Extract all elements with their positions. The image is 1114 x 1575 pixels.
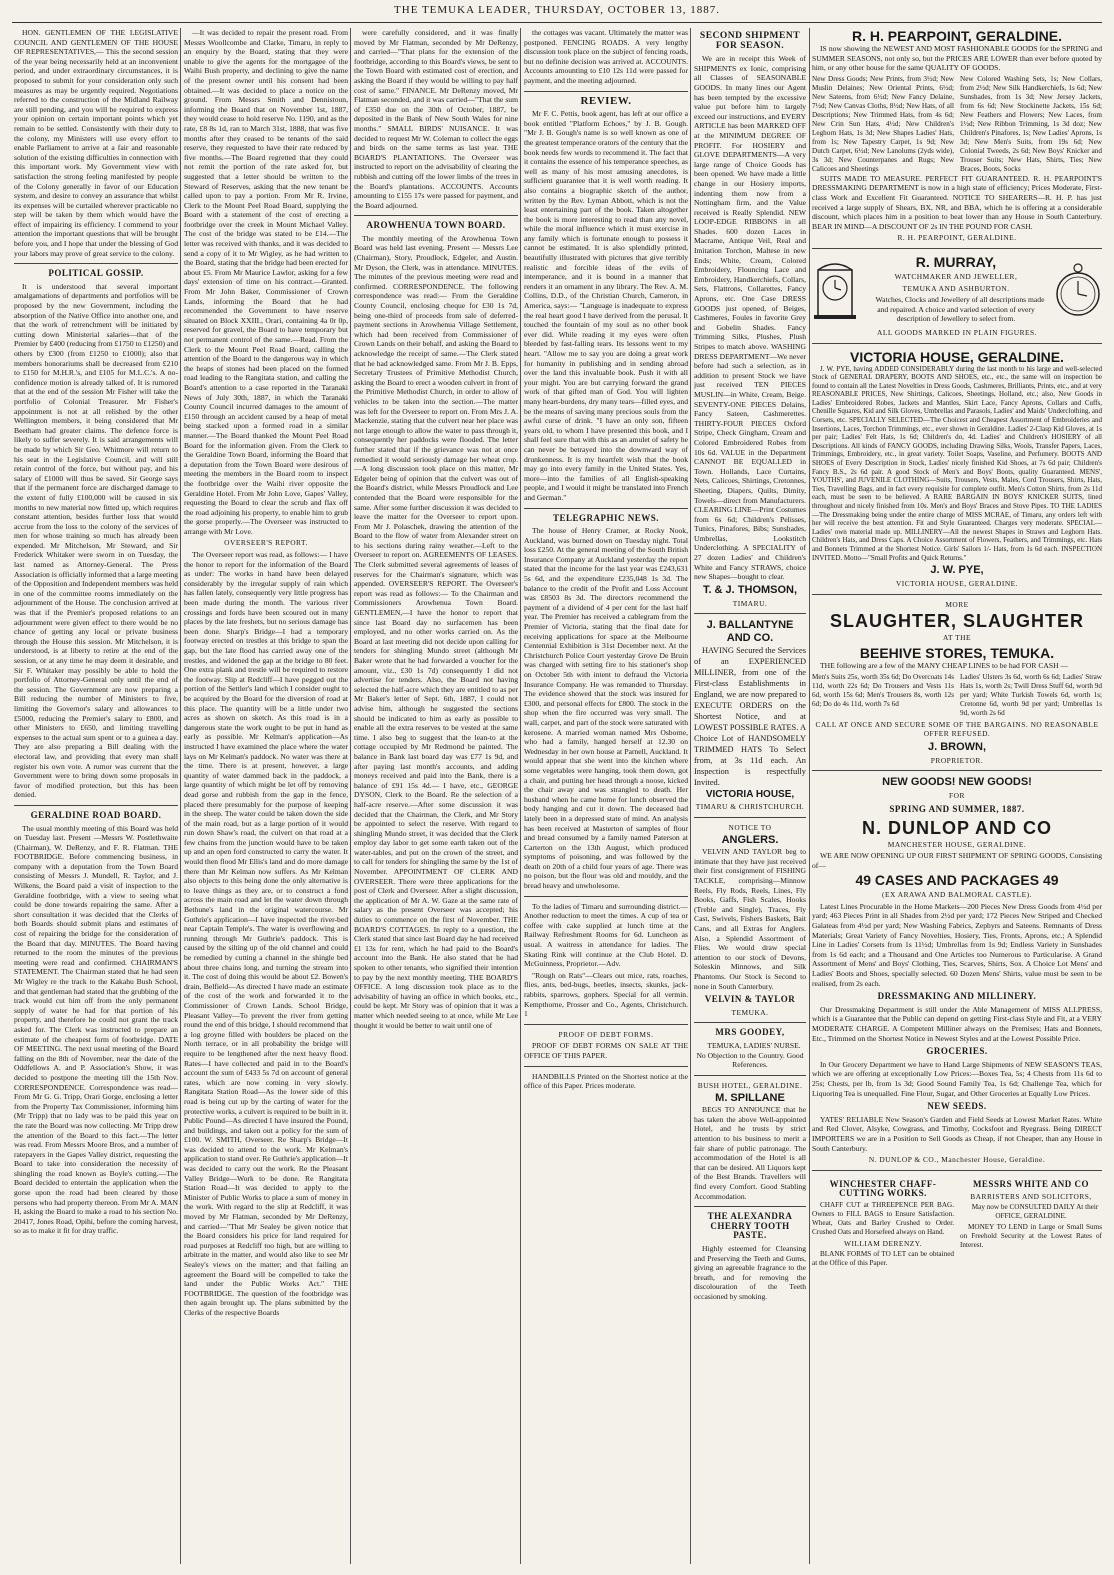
governor-speech-text: HON. GENTLEMEN OF THE LEGISLATIVE COUNCIL AND GENTLEMEN OF THE HOUSE OF REPRESENTATIVES,— This the second session of the year being necessarily held at an inconvenient period, and under extraordinary circumstances, it is proposed to submit for your consideration only such measures as may be urgently required. Negotiations referred to the construction of the Midland Railway are still pending, and you will be required to express your opinion on certain important points which yet remain to be settled. Consistently with their duty to the colony, my Ministers will use every effort to enable Parliament to arrive at a fair and reasonable solution of the existing difficulties in connection with this important work. My Government view with satisfaction the strong feeling manifested by people of the Colony generally in favor of our Education system, and desire to convey an assurance that whilst its expenses will be curtailed wherever practicable no step will be taken by them which would have the effect of impairing its efficiency. I commend to your attention the important questions that will be brought before you, and I hope that under the blessing of God your labors may prove of great service to the colony. — [14, 28, 178, 258]
money-to-lend-text: MONEY TO LEND in Large or Small Sums on Freehold Security at the Lowest Rates of Interest. — [960, 1222, 1102, 1249]
divider — [812, 248, 1102, 249]
column-4 — [524, 28, 688, 1564]
second-shipment-heading: SECOND SHIPMENT FOR SEASON. — [699, 31, 801, 51]
murray-place: TEMUKA AND ASHBURTON. — [902, 283, 1010, 293]
beehive-list-right: Ladies' Ulsters 3s 6d, worth 6s 6d; Ladies' Straw Hats 1s, worth 2s; Twill Dress Stuff 6d, worth 9d per yard; White Turkish Towels 6d, worth 1s; Cretonne 6d, worth 9d per yard; Umbrellas 1s 9d, worth 2s 6d — [960, 672, 1102, 717]
groceries-heading: GROCERIES. — [926, 1046, 988, 1057]
divider — [354, 215, 518, 216]
blank-forms-text: BLANK FORMS of TO LET can be obtained at the Office of this Paper. — [812, 1249, 954, 1267]
white-and-co-ad — [960, 1176, 1102, 1270]
brown-signature: J. BROWN, — [927, 740, 987, 753]
arowhenua-town-board-heading: AROWHENUA TOWN BOARD. — [366, 220, 506, 231]
victoria-house-place: TIMARU & CHRISTCHURCH. — [695, 802, 805, 812]
divider — [812, 1170, 1102, 1171]
telegraphic-news-heading: TELEGRAPHIC NEWS. — [552, 512, 660, 523]
anglers-text: VELVIN AND TAYLOR beg to intimate that they have just received their first consignment of FISHING TACKLE, comprising—Minnow Reels, Fly Rods, Reels, Lines, Fly Books, Gaffs, Fish Scales, Hooks (Treble and Single), Traces, Fly Cast, Swivels, Fishers Baskets, Bait Cans, and all Extras for Anglers. Also, a Splendid Assortment of Flies. We would draw special attention to our stock of Devons, Soleskin Minnows, and Silk Phantoms. Our Stock is Second to none in South Canterbury. — [694, 847, 806, 991]
victoria-house-heading: VICTORIA HOUSE, GERALDINE. — [850, 348, 1064, 365]
velvin-taylor-firm: VELVIN & TAYLOR — [704, 994, 796, 1005]
beehive-price-lists — [812, 673, 1102, 718]
velvin-taylor-place: TEMUKA. — [731, 1007, 769, 1017]
cases-packages-heading: 49 CASES AND PACKAGES 49 — [855, 872, 1059, 889]
pearpoint-price-lists — [812, 75, 1102, 174]
column-divider — [690, 28, 691, 1564]
overseers-report-text: The Overseer report was read, as follows:— I have the honor to report for the information of the Board as under: The works in hand have been delayed considerably by the irregular supply of rain which has fallen lately, consequently very little progress has been made during the month. The various river crossings and fords have been scoured out in many places by the late freshets, but no serious damage has been done. Sharp's Bridge—I had a temporary footway erected on trestles at this bridge to span the gap, but the late flood has carried away one of the trestles, and widened the gap at the bridge to 80 feet. One extra plank and trestle will be required to restore the footway. Slip at Redcliff—I have pegged out the portion of the Settler's land which I consider ought to be acquired by the Board for the diversion of road at this place. The quantity will be a little under two acres as shown on sketch. As this road is in a dangerous state the work ought to be put in hand as early as possible. Mr Kelman's application—As instructed I have examined the place where the water lays on Mr Kelman's paddock. No water was there at the time. There is at present, however, a large quantity of water dammed back in the paddock, a large quantity of which might be let off by removing dead gorse and rubbish from the gap in the fence, placed there presumably for the purpose of keeping in the sheep. The water could be taken down the side of the main road, but as a large portion of it would run down Shaw's road, the culvert on that road at a few chains from the junction would have to be taken up and an open ford constructed to carry the water. It would then flood Mr Ellis's land and do more damage there than Mr Kelman now suffers. As Mr Kelman also objects to this being done the only alternative is to leave things as they are, or to construct a fond across the main road and let the water down through Bethune's land in the original watercourse. Mr Guthrie's application—I have inspected the river-bed near Captain Temple's. The water is overflowing and running through Mr Guthrie's paddock. This is caused by the silting up of the old channel and could be remedied by cutting a channel in the shingle bed about three chains long, and turning the stream into it. The cost of doing this would be about £2. Bowen's drain, Belfield—As directed I have made an estimate of the cost of the work and forwarded it to the Commissioner of Crown Lands. School Bridge, Pleasant Valley—To prevent the river from getting round the end of this bridge, I should recommend that a log groyne filled with boulders be placed on the North terrace, or in all probability the bridge will require to be lengthened after the next heavy flood. Rates—I have collected and paid in to the Board's account the sum of £433 5s 7d on account of general rates, which are now coming in very slowly. Rangitata Station Road—As the lower side of this road is being cut up by the carting of water for the protective works, a culvert is required to be built in it. Public Pound—As directed I have insured the Pound, and buildings, and taken out a policy for the sum of £100. W. SMITH, Overseer. Re Sharp's Bridge—It was decided to attend to the work. Mr Kelman's application to stand over. Re Guthrie's application—It was decided to carry out the work. Re the Pleasant Valley Bridge—Work to be done. Re Rangitata Station Road—It was decided to apply to the Minister of Public Works to place a sum of money in the work. With regard to the slip at Redcliff, it was moved by Mr Flatman, seconded by Mr DeRenzy, and carried—"That Mr Sealey be given notice that the Board considers his price for land required for road purposes at Redcliff too high, but are willing to arbitrate in the matter, and would also like to see Mr Sealey's views on the matter; and that failing an agreement the Board will be compelled to take the land under the Public Works Act." THE FOOTBRIDGE. The question of the footbridge was then again brought up. The plans submitted by the Clerks of the respective Boards — [184, 550, 348, 1317]
column-divider — [520, 28, 521, 1564]
ships-note: (EX ARAWA AND BALMORAL CASTLE). — [882, 890, 1032, 900]
pearpoint-list-right: New Colored Washing Sets, 1s; New Collars, from 2½d; New Silk Handkerchiefs, 1s 6d; New Sunshades, from 1s 3d; New Jersey Jackets, from 6s 6d; New Stockinette Jackets, 15s 6d; New Feathers and Flowers; New Laces, from 1½d; New Ribbon Trimming, 1s 3d doz; New Children's Pinafores, 1s; New Ladies' Aprons, 1s 3d; New Men's Suits, from 19s 6d; New Colonial Tweeds, 2s 6d; New Boys' Knicker and Trouser Suits; New Hats, Shirts, Ties; New Braces, Boots, Socks — [960, 74, 1102, 173]
murray-heading: R. MURRAY, — [915, 253, 997, 270]
pearpoint-heading: R. H. PEARPOINT, GERALDINE. — [851, 28, 1063, 44]
dressmaking-text: Our Dressmaking Department is still under the Able Management of MISS ALLPRESS, which is a Guarantee that the Public can depend on getting First-class Style and Fit, at a VERY MODERATE CHARGE. A Competent Milliner always on the Premises; Hats and Bonnets, Etc., Trimmed on the Shortest Notice in Newest Styles and at the Lowest Possible Price. — [812, 1004, 1102, 1043]
geraldine-road-board-heading: GERALDINE ROAD BOARD. — [30, 809, 162, 820]
divider — [812, 343, 1102, 344]
mrs-goodey-heading: MRS GOODEY, — [715, 1027, 785, 1038]
mantel-clock-icon — [812, 260, 858, 320]
road-board-continued-text: —It was decided to repair the present road. From Messrs Woollcombe and Clarke, Timaru, in reply to an enquiry by the Board, stating that they were unable to give the agents for the mortgagee of the Waihi Bush property, and declining to give the name of the present owner until his consent had been obtained.—It was decided to place a notice on the ground. From Messrs Smith and Dennistoun, informing the Board that on November 1st, 1887, they would cease to hold reserve No. 1190, and as the rate, £8 8s 1d, ran to March 31st, 1888, that was five months after they ceased to be tenants of the said reserve, they requested to have their rate reduced by five months.—The Board regretted that they could not remit the portion of the rate asked for, but suggested that a letter should be written to the Steward of Reserves, asking that the new tenant be called upon to pay a portion. From Mr R. Irvine, Clerk to the Mount Peel Road Board, supplying the Board with a statement of the cost of erecting a footbridge over the creek in Mount Michael Valley. The cost of the bridge was stated to be £14.—The letter was received with thanks, and it was decided to send a copy of it to Mr Wigley, as he had written to the Board, stating that the bridge had been erected for about £5. From Mr Maurice Lawlor, asking for a few days' extension of time on his contract.—Granted. From Mr John Baker, Commissioner of Crown Lands, informing the Board that he had recommended the Government to have reserve situated on Block XXIII., Orari, containing 4a 0r 0p, reserved for gravel, the Board to have temporary but not permanent control of the same.—Read. From the Clerk to the Mount Peel Road Board, calling the attention of the Board to the dangerous way in which the heaps of stones had been placed on the formed road leading to the Rangitata station, and calling the Board's attention to a case reported in the Taranaki News of July 30th, 1887, in which the Taranaki County Council incurred damages to the amount of £150 through an accident caused by a heap of metal being stacked upon a formed road in a similar manner.—The Board thanked the Mount Peel Road Board for the information given. From the Clerk to the Geraldine Town Board, informing the Board that a deputation from the Town Board were desirous of meeting the members in the Board room to inspect the footbridge over the Waihi river opposite the Geraldine Hotel. From Mr John Love, Gapes' Valley, requesting the Board to clear the scrub and flax off the road adjoining his property, to enable him to grub the gorse properly.—The Overseer was instructed to arrange with Mr Love. — [184, 28, 348, 536]
geraldine-road-board-text: The usual monthly meeting of this Board was held on Tuesday last. Present —Messrs W. Postlethwaite (Chairman), W. DeRenzy, and F. R. Flatman. THE FOOTBRIDGE. Before commencing business, in company with a deputation from the Town Board consisting of Messrs J. Mundell, R. Taylor, and J. Wilkens, the Board paid a visit of inspection to the Geraldine footbridge, with a view to seeing what could be done towards repairing the same. After a short consultation it was decided that the Clerks of both Boards should submit plans and estimates of cost of repairing the bridge for the consideration of the Board that day. MINUTES. The Board having returned to the room the minutes of the previous meeting were read and confirmed. CHAIRMAN'S STATEMENT. The Chairman stated that he had seen Mr Wigley re the track to the Kakahu Bush School, and that gentleman had stated that the grubbing of the track would cut him off from the only permanent supply of water he had for that portion of his property, and therefore he could not grant the track asked for. The Clerk was instructed to prepare an estimate of the cheapest form of footbridge. DATE OF MEETING. The next usual meeting of the Board falling on the 8th of November, near the date of the Oddfellows A. and P. Association's Show, it was decided to postpone the meeting till the 15th Nov. CORRESPONDENCE. Correspondence was read— From Mr G. G. Tripp, Orari Gorge, enclosing a letter from the Property Tax Commissioner, informing him (Mr Tripp) that no lady was to be paid this year on the rate the Board was now collecting. Mr Tripp drew the attention of the Board to this fact.—The letter was read. From Messrs Moore Bros, and a number of ratepayers in the Gapes Valley district, requesting the Board to take into consideration the necessity of shingling the road known as Boyle's cutting.—The Board decided to entertain the application when the gorse upon the road had been cleared by those persons who had property thereon. From Mr A. MAN H, asking the Board to make a road to his section No. 20417, Jones Road, Opihi, before the coming harvest, so as to make it fit for dray traffic. — [14, 823, 178, 1236]
manchester-house: MANCHESTER HOUSE, GERALDINE. — [887, 839, 1027, 849]
new-seeds-heading: NEW SEEDS. — [927, 1101, 987, 1112]
review-text: Mr F. C. Pettis, book agent, has left at our office a book entitled "Platform Echoes," by J. B. Gough. "Mr J. B. Gough's name is so well known as one of the greatest temperance orators of the century that the book needs few words to recommend it. The fact that it contains the essence of his temperance speeches, as well as many of his most amusing anecdotes, is sufficient guarantee that it is well worth reading. It also contains a biographic sketch of the author, written by the Rev. Lyman Abbott, which is not the least entertaining part of the book. Taken altogether the book is more interesting to read than any novel, while the moral influence which it must exercise in any family which is fortunate enough to possess it cannot be estimated. It is also splendidly printed, beautifully illustrated with pictures that give terribly realistic and forcible ideas of the evils of intemperance, and it is bound in a manner that renders it an ornament in any library. The Rev. A. M. Collins, D.D., of the Christian Church, Cameron, in America, says:— "Language is inadequate to express the real heart good I have derived from the perusal. It touched the fountain of my soul as no other book ever did. While reading it my eyes were often bleeded by fast-falling tears. Its lessons went to my heart. "Allow me to say you are doing a great work for humanity in publishing and in sending abroad over the land this invaluable book. Push it with all your might. You are but carrying forward the grand work of that gifted man of God. You will lighten many heart-burdens, dry many tears—filled eyes, and be the means of saving many precious souls from the awful curse of drink. "I have an only son, fifteen years old, to whom I have presented this book, and I shall feel sure that with this as an amulet of safety he can never be betrayed into the downward way of drunkenness. It is my heartfelt wish that the book may go into every family in the United States. Yes, more—into the families of all English-speaking people, and I would it might be translated into French and German." — [524, 109, 688, 502]
pearpoint-intro: IS now showing the NEWEST AND MOST FASHIONABLE GOODS for the SPRING and SUMMER SEASONS, not only so, but the PRICES ARE LOWER than ever before quoted by him, or any other house for the same QUALITY OF GOODS. — [812, 44, 1102, 73]
divider — [524, 1066, 688, 1067]
chaff-cutting-ad — [812, 1176, 954, 1270]
dunlop-signature: N. DUNLOP & CO., Manchester House, Geraldine. — [868, 1155, 1046, 1165]
tea-notice-ad: To the ladies of Timaru and surrounding district.—Another reduction to meet the times. A cup of tea or coffee with cake supplied at lunch time at the Railway Refreshment Rooms for 6d. Luncheon as usual. A waitress in attendance for ladies. The Skating Rink will continue at the Club Hotel. D. McGuinness, Proprietor.—Adv. — [524, 901, 688, 969]
political-gossip-text: It is understood that several important amalgamations of departments and portfolios will be proposed by the new Government, including the absorption of the Native Office into another one, and that the work of retrenchment will be initiated by cutting down Ministerial salaries—that of the Premier by £400 (reducing from £1750 to £1250) and others by £300 (from £1250 to £1000); also that members honorariums shall be decreased from £210 to £150 for M.H.R.'s, and £105 for M.L.C.'s. A no-confidence motion is already talked of. It is rumored that at the end of the session Mr Fisher will take the portfolio of Colonial Treasurer. Mr Fisher's appointment is not at all relished by the other Wellington members, it being considered that Mr Beetham had greater claims. The defence force is likely to suffer severely. It is said arrangements will be made by which Sir Geo. Whitmore will return to his seat in the Legislative Council, and will still retain control of the force, but without pay, and his salary of £1000 will thus be saved. Sir George says that if the permanent force are discharged damage to the extent of fully £100,000 will be caused in six months to new material now fitted up, which requires constant attention, besides further loss that would accrue from the loss to the colony of the services of men for whose training so much has already been expended. Mr Mitchelson, Mr Steward, and Sir Frederick Whitaker were sworn in on Tuesday, the last named as Attorney-General. The Press Association is officially informed that a large meeting of the Opposition and Independent members was held in one of the committee rooms immediately on the adjournment of the House. The conclusion arrived at was that if the Premier's proposed relations to an adjournment were given effect to there would be no chance of getting any local or private business through the House this session. Mr Mitchelson, it is understood, is at liberty to retire at the end of the session, or at any time he may deem it desirable, and Sir F. Whitaker may possibly be able to hold the portfolio of Attorney-General only until the end of the session. The Government are now preparing a Bill reducing the number of Ministers to five, limiting the Governor's salary and allowances to £5000, reducing the Premier's salary to £800, and other Ministers to £650, and limiting travelling expenses to the actual sum spent or to a guinea a day. They are also preparing a Bill dealing with the electoral law, and providing that every man shall register his own vote. A rumor was current that the Government were to bring down some proposals in favor of modified protection, but this has been denied. — [14, 281, 178, 800]
column-1 — [14, 28, 178, 1564]
pearpoint-footer: SUITS MADE TO MEASURE. PERFECT FIT GUARANTEED. R. H. PEARPOINT'S DRESSMAKING DEPARTMENT is now in a high state of efficiency; Prices Moderate, First-class Work and Excellent Fit Guaranteed. NOTICE TO SHEARERS—R. H. P. has just received a large supply of Shears, BX, NR, and BBA, which he is offering at a considerable discount, which places him in a position to beat lower than any House in South Canterbury. BEAR IN MIND—A DISCOUNT OF 2s IN THE POUND FOR CASH. — [812, 173, 1102, 231]
town-board-final-text: the cottages was vacant. Ultimately the matter was postponed. FENCING ROADS. A very lengthy discussion took place on the subject of fencing roads, but no definite decision was arrived at. ACCOUNTS. Accounts amounting to £10 12s 11d were passed for payment, and the meeting adjourned. — [524, 28, 688, 85]
tooth-paste-text: Highly esteemed for Cleansing and Preserving the Teeth and Gums, giving an agreeable fragrance to the breath, and for removing the discolouration of the Teeth occasioned by smoking. — [694, 1244, 806, 1301]
proof-of-debt-heading: PROOF OF DEBT FORMS. — [558, 1029, 654, 1039]
divider — [694, 613, 806, 614]
pye-place: VICTORIA HOUSE, GERALDINE. — [895, 579, 1019, 589]
overseers-report-heading: OVERSEER'S REPORT. — [224, 538, 308, 548]
more-label: MORE — [945, 599, 969, 609]
ballantyne-text: HAVING Secured the Services of an EXPERIENCED MILLINER, from one of the First-class Establishments in England, we are now prepared to EXECUTE ORDERS on the Shortest Notice, and at LOWEST POSSIBLE RATES. A Choice Lot of HANDSOMELY TRIMMED HATS To Select from, at 3s 11d each. An Inspection is respectfully Invited. — [694, 646, 806, 788]
dunlop-heading: N. DUNLOP AND CO — [861, 817, 1052, 838]
handbills-ad: HANDBILLS Printed on the Shortest notice at the office of this Paper. Prices moderate. — [524, 1071, 688, 1091]
divider — [524, 508, 688, 509]
column-2 — [184, 28, 348, 1564]
white-and-co-sub: BARRISTERS AND SOLICITORS, — [970, 1191, 1092, 1201]
column-divider — [350, 28, 351, 1564]
second-shipment-text: We are in receipt this Week of SHIPMENTS ex Ionic, comprising all Classes of SEASONABLE GOODS. In many lines our Agent has been tempted by the excessive value put before him to largely exceed our instructions, and EVERY ARTICLE has been MARKED OFF at the MINIMUM DEGREE OF PROFIT. For HOSIERY and GLOVE DEPARTMENTS—A very large range of Choice Goods has been opened. We have made a little change in our Hosiery imports, indenting them now from a Nottingham firm, and the Value received is Really Splendid. NEW LOOP-EDGE RIBBONS in all Shades. 600 dozen Laces in Macrame, Antique Veil, Real and Imitation Torchon, Maltese in new Ends; White, Cream, Colored Embroidery, Flouncing Lace and Embroidery, Handkerchiefs, Collars, Sets, Flattrons, Collarettes, Fancy Aprons, etc. One Case DRESS GOODS just opened, of Beiges, Cashmeres, Foules in favorite Grey and Gobelin Shades. Fancy Trimming Silks, Plushes, Plush Stripes to match above. WASHING DRESS DEPARTMENT—We never before had such a selection, as in addition to present Stock we have just received TEN PIECES MUSLIN—in White, Cream, Beige. SEVENTY-ONE PIECES Delains, Fancy Sateen, Cashmerettes. THIRTY-FOUR PIECES Oxford Stripe, Check Gingham, Cream and Colored Embroidered Robes from 10s 6d. VALUE in the Department CANNOT BE EQUALLED in Town. Hollands, Lace Curtains, Nets, Calicoes, Shirtings, Cretonnes, Sheeting, Diapers, Quilts, Dimity, Towels—direct from Manufacturers. CLEARING LINE—Print Costumes from 6s 6d; Children's Pelisses, Tunics, Pinafores, Bibs; Sunshades, Umbrellas, Lookstitch Underclothing. A SPECIALITY of 27 dozen Ladies' and Children's White and Fancy STRAWS, choice new Shapes—bought to clear. — [694, 54, 806, 582]
masthead: THE TEMUKA LEADER, THURSDAY, OCTOBER 13, 1887. — [394, 4, 720, 16]
thomson-firm-name: T. & J. THOMSON, — [702, 583, 798, 596]
beehive-intro: THE following are a few of the MANY CHEAP LINES to be had FOR CASH — — [820, 660, 1069, 670]
dunlop-opening: WE ARE NOW OPENING UP OUR FIRST SHIPMENT OF SPRING GOODS, Consisting of— — [812, 851, 1102, 870]
white-and-co-text: May now be CONSULTED DAILY At their OFFICE, GERALDINE. — [971, 1202, 1099, 1220]
murray-footer: ALL GOODS MARKED IN PLAIN FIGURES. — [876, 327, 1038, 337]
rough-on-rats-ad: "Rough on Rats"—Clears out mice, rats, roaches, flies, ants, bed-bugs, beetles, insects, skunks, jack-rabbits, sparrows, gophers. Special for all vermin. Kempthorne, Prosser and Co., Agents, Christchurch. 1 — [524, 970, 688, 1019]
divider — [14, 805, 178, 806]
proof-of-debt-ad: PROOF OF DEBT FORMS ON SALE AT THE OFFICE OF THIS PAPER. — [524, 1041, 688, 1060]
beehive-list-left: Men's Suits 25s, worth 35s 6d; Do Overcoats 14s 11d, worth 22s 6d; Do Trousers and Vests 11s 6d, worth 15s 6d; Men's Trousers 8s, worth 12s 6d; Do do 4s 11d, worth 7s 6d — [812, 672, 954, 708]
for-label: FOR — [949, 791, 965, 801]
dunlop-text: Latest Lines Procurable in the Home Markets—200 Pieces New Dress Goods from 4½d per yard; 463 Pieces Print in all Shades from 2½d per yard; 172 Pieces New Striped and Checked Galateas from 4½d per yard; New Washing Fabrics, Zephyrs and Sateens. Remnants of Dress Materials; Great Variety of Fancy Novelties, Hosiery, Ties, Fronts, Aprons, etc.; A Splendid Line in Ladies' Corsets from 1s 11½d; Umbrellas from 1s 9d; Endless Variety in Sunshades from 1s 6d each; and a Thousand and One Articles too Numerous to Particularise. A Grand Assortment of Mens' and Boys' Clothing, Ties, Scarves, Shirts, Sox. A Choice Lot Mens' and Ladies' Boots and Shoes, specially selected. 60 Dozen Mens' Shirts, value must be seen to be realised, from 2s each. — [812, 901, 1102, 988]
arowhenua-town-board-text: The monthly meeting of the Arowhenua Town Board was held last evening. Present — Messrs Lee (Chairman), Story, Proudlock, Edgeler, and Austin. Mr Dyson, the Clerk, was in attendance. MINUTES. The minutes of the previous meeting were read and confirmed. CORRESPONDENCE. The following correspondence was read:— From the Geraldine County Council, enclosing cheque for £30 1s 7d, being one-third of proceeds from sale of deferred-payment sections in Arowhenua Village Settlement, which had been received from Commissioner of Crown Lands on their behalf, and asking the Board to acknowledge the receipt of same.—The Clerk stated that he had acknowledged same. From Mr J. B. Epps, Secretary Trustees of Primitive Methodist Church, asking the Board to erect a wooden culvert in front of the Primitive Methodist Church, in order to allow of vehicles to be taken into the section.—The matter was left for the Overseer to report on. From Mrs J. A. Mackenzie, stating that the culvert near her place was not large enough to allow the water to pass through it, consequently her paddocks were flooded. The letter further stated that if the grievance was not at once remedied it would seriously damage her wheat crop.—A long discussion took place on this matter, Mr Edgeler being of opinion that the culvert was out of the Board's district, while Messrs Proudlock and Lee contended that the Board were responsible for the same. After some further discussion it was decided to leave the matter for the Overseer to report upon. From Mr J. Polaschek, drawing the attention of the Board to the flow of water from Alexander street on to his sections during rainy weather.—Left to the Overseer to report on. AGREEMENTS OF LEASES. The Clerk submitted several agreements of leases of reserves for the Chairman's signature, which was appended. OVERSEER'S REPORT. The Overseer's report was read as follows:— To the Chairman and Commissioners Arowhenua Town Board. GENTLEMEN,—I have the honor to report that since last Board day no surfacemen has been employed, and no other works carried on. As the Board at last meeting did not decide upon calling for tenders for shingling Mundo street (although Mr Baker wrote that he had forwarded a voucher for the amount, viz., £30 1s 7d) consequently I did not advertise for tenders. Also, the Board not having selected the half-acre which they are entitled to as per Mr Baker's letter of Sept. 6th, 1887, I could not advise him, although he suggested the sections should be indicated to him as early as possible to enable all the extra reserves to be vested at the same time. I also beg to suggest that the lean-to at the cottage occupied by Mr Redmond be painted. The balance in Bank last board day was £77 1s 9d, and after paying last month's accounts, and adding moneys received and paid into the Bank, there is a balance of £91 15s 4d.— I have, etc., GEORGE DYSON, Clerk to the Board. Re the selection of a half-acre reserve.—After some discussion it was decided that the Chairman, the Clerk, and Mr Story be appointed to select the reserve. With regard to shingling Mundo street, it was decided that the Clerk employ day labor to get some earth taken out of the water-tables, and put on the crown of the street, and to call for tenders for shingling the same by the 1st of November. APPOINTMENT OF CLERK AND OVERSEER. There were three applications for the post of Clerk and Overseer. After a slight discussion, the application of Mr A. W. Gaze at the same rate of salary as the present Overseer was accepted; his duties to commence on the first of November. THE BOARD'S COTTAGES. In reply to a question, the Clerk stated that since last Board day he had received £1 13s for rent, which he had paid to the Board's account into the Bank. He also stated that he had spoken to other tenants, who signified their intention to pay by the next monthly meeting. THE BOARD'S OFFICE. A long discussion took place as to the advisability of having an office in which books, etc., could be kept. Mr Story was of opinion that it was a matter which needed seeing to at once, while Mr Lee thought it would be better to wait until one of — [354, 233, 518, 1030]
divider — [524, 91, 688, 92]
divider — [694, 1075, 806, 1076]
pearpoint-list-left: New Dress Goods; New Prints, from 3½d; New Muslin Delaines; New Oriental Prints, 6½d; New Sateens, from 6½d; New Fancy Delaine, 7½d; New Canvas Cloths, 8½d; New Hats, of all Descriptions; New Trimmed Hats, from 4s 6d; New Crin Sun Hats, 4½d; New Children's Leghorn Hats, 1s 3d; New Shapes Ladies' Hats, from 1s; New Tapestry Carpet, 1s 9d; New Dutch Carpet, 6½d; New Lanolums (2yds wide), 3s 3d; New Counterpanes and Rugs; New Calicoes and Sheetings — [812, 74, 954, 173]
road-board-final-text: were carefully considered, and it was finally moved by Mr Flatman, seconded by Mr DeRenzy, and carried—"That plans for the extension of the footbridge, according to this Board's views, be sent to the Town Board with estimated cost of erection, and asking the Board if they would be willing to pay half cost of same." FINANCE. Mr DeRenzy moved, Mr Flatman seconded, and it was carried—"That the sum of £350 due on the 30th of October, 1887, be deposited in the Bank of New South Wales for nine months." SMALL BIRDS' NUISANCE. It was decided to request Mr W. Coleman to collect the eggs and birds on the same terms as last year. THE BOARD'S PLANTATIONS. The Overseer was instructed to report on the advisability of clearing the rubbish and cutting off the lower limbs of the trees in the Board's plantations. ACCOUNTS. Accounts amounting to £155 17s were passed for payment, and the Board adjourned. — [354, 28, 518, 210]
column-5 — [694, 28, 806, 1564]
brown-role: PROPRIETOR. — [930, 755, 984, 765]
divider — [694, 1206, 806, 1207]
murray-trade: WATCHMAKER AND JEWELLER, — [894, 271, 1018, 281]
divider — [524, 896, 688, 897]
divider — [14, 263, 178, 264]
column-6 — [812, 28, 1102, 1564]
political-gossip-heading: POLITICAL GOSSIP. — [48, 268, 144, 279]
pye-signature: J. W. PYE, — [930, 564, 984, 577]
new-seeds-text: YATES' RELIABLE New Season's Garden and Field Seeds at Lowest Market Rates. White and Red Clover, Alsyke, Cowgrass, and Timothy, Cocksfoot and Ryegrass. Being DIRECT IMPORTERS we are in a Position to Sell Goods as Cheap, if not Cheaper, than any House in South Canterbury. — [812, 1114, 1102, 1153]
column-divider — [809, 28, 810, 1564]
victoria-house-text: J. W. PYE, having ADDED CONSIDERABLY during the last month to his large and well-selected Stock of GENERAL DRAPERY, BOOTS AND SHOES, etc., etc., the same will on inspection be found to contain all the Latest Novelties in Dress Goods, Cashmeres, Brilliants, Prints, etc., and at very REASONABLE PRICES, New Shirtings, Calicoes, Sheetings, Holland, etc.; also, New Goods in Ladies' Embroidered Robes, Jackets and Mantles, Skirt Lace, Fancy Aprons, Collars and Cuffs, Chenille Squares, Kid and Silk Gloves, Umbrellas and Parasols, Ladies' and Maids' Underclothing, and Corsets, etc. SPECIALLY SELECTED—The Choicest and Cheapest Assortment of Embroideries and Insertions, Laces, Torchon Trimmings, etc., ever shown in Geraldine. Ladies' 2-Clasp Kid Gloves, at 1s per pair; Ladies' Felt Hats, 1s 6d; Children's do, 4d. Ladies' and Children's HOSIERY of all Descriptions. All kinds of FANCY GOODS, including Drawing Silks, Wools, Transfer Papers, Laces, Trimmings, Embroidery, etc., in great variety. Toilet Soaps, Vaseline, and Perfumery. BOOTS AND SHOES of Every Description in Stock, Ladies' nicely finished Kid Shoes, at 7s 6d pair; Children's Fancy B.S., 2s 6d pair. A good Stock of Men's and Boys' Boots, quality Guaranteed. MENS', YOUTHS', and JUVENILE CLOTHING—Suits, Trousers, Vests, Males, Cord Trousers, Shirts, Hats, Ties, Travelling Bags, and in fact every requisite for complete outfit. Men's Cotton Shirts, from 2s 11d each, must be seen to be believed. A RARE BARGAIN IN BOYS' KNICKER SUITS, lined throughout and nicely finished from 10s. Men's and Boys' Braces and Stove Pipes. TO THE LADIES—The Dressmaking being under the entire charge of MISS MCRAE, of Timaru, any orders left with her will receive the best attention. Fit and Style Guaranteed. Charges very moderate. SPECIAL—Ladies' own material made up. MILLINERY—All the newest Shapes in Straws and Leghorn Hats. Children's Hats, and Dress Caps. A Choice Assortment of Flowers, Feathers, and Trimmings, etc. Hats and Bonnets Trimmed at the Shortest Notice. Girls' Sailors 1/- Hats, from 1s 6d each. INSPECTION INVITED. Motto—"Small Profits and Quick Returns." — [812, 364, 1102, 562]
derenzy-signature: WILLIAM DERENZY. — [843, 1238, 923, 1248]
spillane-name: M. SPILLANE — [715, 1092, 785, 1105]
beehive-stores-heading: BEEHIVE STORES, TEMUKA. — [859, 644, 1055, 661]
bottom-ads — [812, 1176, 1102, 1270]
chaff-cutting-heading: WINCHESTER CHAFF-CUTTING WORKS. — [829, 1178, 937, 1198]
season-heading: SPRING AND SUMMER, 1887. — [889, 803, 1025, 814]
murray-ad — [812, 254, 1102, 326]
white-and-co-heading: MESSRS WHITE AND CO — [972, 1178, 1090, 1189]
anglers-heading: ANGLERS. — [721, 834, 779, 847]
column-divider — [180, 28, 181, 1564]
dressmaking-heading: DRESSMAKING AND MILLINERY. — [877, 991, 1037, 1002]
mrs-goodey-text: TEMUKA, LADIES' NURSE. No Objection to the Country. Good References. — [696, 1040, 804, 1070]
divider — [812, 770, 1102, 771]
new-goods-heading: NEW GOODS! NEW GOODS! — [882, 776, 1032, 789]
groceries-text: In Our Grocery Department we have to Hand Large Shipments of NEW SEASON'S TEAS, which we are offering at exceptionally Low Prices:—Boxes Tea, 5s; 4 Chests from 11s 6d to 25s; Chests, per lb, from 1s 3d; Good Sound Family Tea, 1s 6d; Challenge Tea, which for Liquoring Tea is unequalled. Fine Flour, Sugar, and Other Groceries at Equally Low Prices. — [812, 1059, 1102, 1098]
victoria-house-timaru: VICTORIA HOUSE, — [705, 789, 795, 801]
divider — [694, 1022, 806, 1023]
at-the-label: AT THE — [943, 633, 971, 643]
thomson-place: TIMARU. — [732, 598, 768, 608]
divider — [694, 817, 806, 818]
pearpoint-signature: R. H. PEARPOINT, GERALDINE. — [897, 233, 1017, 243]
column-3 — [354, 28, 518, 1564]
bush-hotel-text: BEGS TO ANNOUNCE that he has taken the above Well-appointed Hotel, and he trusts by strict attention to his business to merit a fair share of public patronage. The accommodation of the Hotel is all that can be desired. All Liquors kept of the Best Brands. Travellers will find every Comfort. Good Stabling Accommodation. — [694, 1105, 806, 1201]
murray-text: Watches, Clocks and Jewellery of all descriptions made and repaired. A choice and varied selection of every description of Jewellery to select from. — [875, 295, 1045, 324]
masthead-rule — [12, 22, 1102, 23]
telegraphic-news-text: The house of Henry Cramer, at Rocky Nook, Auckland, was burned down on Tuesday night. Total loss £250. At the general meeting of the South British Insurance Company at Auckland yesterday the report stated that the income for the last year was £243,631 5s 6d, and the expenditure £235,048 1s 3d. The balance to the credit of the Profit and Loss Account was £8503 8s 3d. The directors recommend the payment of a dividend of 4 per cent for the last half year. The Premier has received a cablegram from the Premier of Victoria, stating that the final date for receiving applications for space at the Melbourne Centennial Exhibition is 31st December next. At the Christchurch Police Court yesterday Grove De Bruin was charged with setting fire to his stationer's shop on October 5th with intent to defraud the Victoria Insurance Company. He was remanded to Thursday. The evidence showed that the stock was insured for £300, and personal effects for £800. The stock in the shop when the fire occurred was very small. The wall, carpet, and part of the stock were saturated with kerosene. A married woman named Mrs Osborne, who had a family, hanged herself at 12.30 on Wednesday in her own house at Parnell, Auckland. It would appear that she went into the kitchen where some vegetables were hanging, took them down, got a chair, and putting her head through a noose, kicked the chair away and was strangled to death. Her husband when he came home for lunch observed the body hanging and cut it down. The deceased had lately been in a depressed state of mind. An analysis has been received at Masterton of samples of flour and bread consumed by a family named Paterson at Carterton on the 13th August, which produced symptoms of poisoning, and was followed by the death on 20th of a child four years of age. There was no poison, but the flour was old and mouldy, and the bread heavy and unwholesome. — [524, 526, 688, 891]
bush-hotel-heading: BUSH HOTEL, GERALDINE. — [697, 1080, 803, 1090]
tooth-paste-heading: THE ALEXANDRA CHERRY TOOTH PASTE. — [707, 1211, 793, 1241]
chaff-cutting-text: CHAFF CUT at THREEPENCE PER BAG. Owners to FILL BAGS to Ensure Satisfaction. Wheat, Oats and Barley Crushed to Order. Crushed Oats and Horsefeed always on Hand. — [812, 1200, 954, 1236]
review-heading: REVIEW. — [580, 94, 632, 107]
ballantyne-firm-name: J. BALLANTYNE AND CO. — [706, 619, 794, 645]
beehive-call: CALL AT ONCE AND SECURE SOME OF THE BARGAINS. NO REASONABLE OFFER REFUSED. — [815, 719, 1099, 739]
divider — [524, 1024, 688, 1025]
pocket-watch-icon — [1054, 262, 1102, 318]
notice-to-label: NOTICE TO — [728, 822, 772, 832]
divider — [812, 594, 1102, 595]
slaughter-heading: SLAUGHTER, SLAUGHTER — [830, 611, 1084, 632]
